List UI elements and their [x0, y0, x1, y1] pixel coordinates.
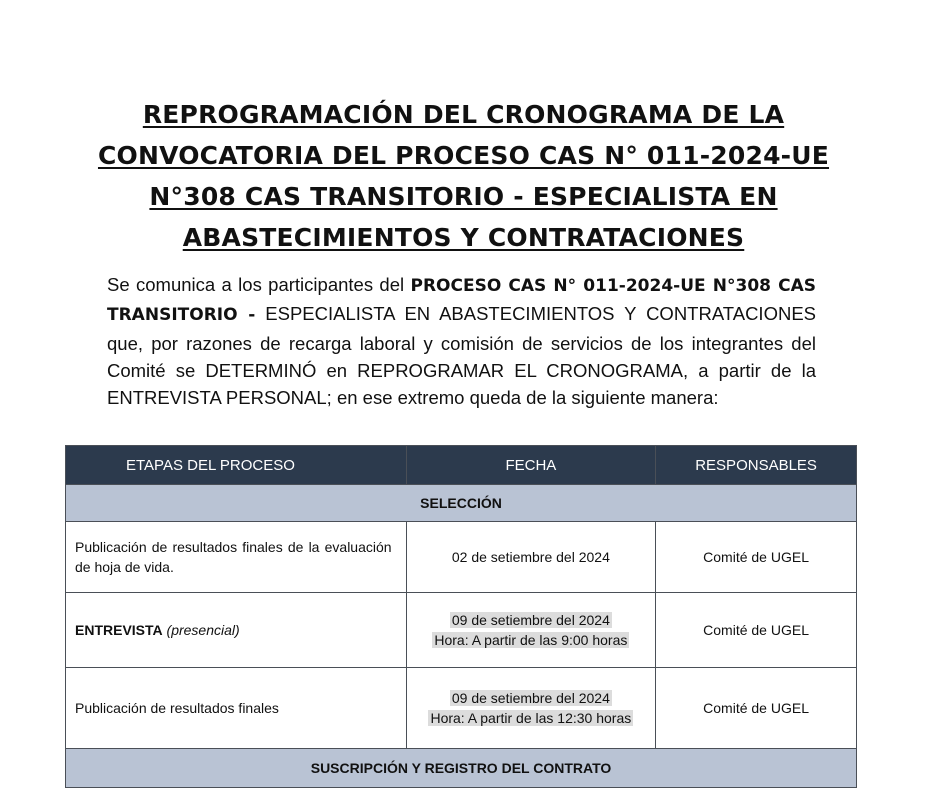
title-line-1: REPROGRAMACIÓN DEL CRONOGRAMA DE LA	[142, 100, 785, 129]
responsible-cell: Comité de UGEL	[656, 593, 857, 668]
date-cell	[406, 522, 656, 593]
section-row-seleccion	[66, 485, 857, 522]
responsible-cell: Comité de UGEL	[656, 522, 857, 593]
intro-rest: ESPECIALISTA EN ABASTECIMIENTOS Y CONTRATACIONES que, por razones de recarga laboral y comisión de servicios de los integrantes del Comité se DETERMINÓ en REPROGRAMAR EL CRONOGRAMA, a partir de la ENTREVISTA PERSONAL; en ese extremo queda de la siguiente manera:	[107, 303, 817, 409]
header-date: FECHA	[406, 446, 656, 485]
date-cell	[406, 668, 656, 749]
title-line-3: N°308 CAS TRANSITORIO - ESPECIALISTA EN	[149, 182, 778, 211]
date-line: 02 de setiembre del 2024	[451, 549, 610, 565]
header-responsible: RESPONSABLES	[656, 446, 857, 485]
header-stages: ETAPAS DEL PROCESO	[66, 446, 407, 485]
section-label: SUSCRIPCIÓN Y REGISTRO DEL CONTRATO	[66, 749, 857, 788]
table-header-row	[66, 446, 857, 485]
time-line: Hora: A partir de las 12:30 horas	[430, 710, 632, 726]
date-line: 09 de setiembre del 2024	[451, 690, 610, 706]
table-row	[66, 668, 857, 749]
schedule-table	[65, 445, 857, 788]
responsible-cell: Comité de UGEL	[656, 668, 857, 749]
stage-cell	[66, 593, 407, 668]
document-title	[70, 94, 857, 258]
intro-lead: Se comunica a los participantes del	[107, 274, 411, 295]
table-row	[66, 593, 857, 668]
title-line-4: ABASTECIMIENTOS Y CONTRATACIONES	[182, 223, 745, 252]
date-line: 09 de setiembre del 2024	[451, 612, 610, 628]
stage-cell: Publicación de resultados finales de la evaluación de hoja de vida.	[66, 522, 407, 593]
table-row	[66, 522, 857, 593]
title-line-2: CONVOCATORIA DEL PROCESO CAS N° 011-2024-UE	[97, 141, 830, 170]
stage-bold: ENTREVISTA	[75, 622, 163, 638]
intro-process-name: PROCESO CAS N° 011-2024-UE N°308 CAS TRANSITORIO -	[107, 276, 816, 326]
intro-paragraph	[107, 271, 816, 411]
stage-italic: (presencial)	[166, 622, 240, 638]
date-cell	[406, 593, 656, 668]
section-label: SELECCIÓN	[66, 485, 857, 522]
section-row-contrato	[66, 749, 857, 788]
time-line: Hora: A partir de las 9:00 horas	[434, 632, 628, 648]
stage-cell: Publicación de resultados finales	[66, 668, 407, 749]
